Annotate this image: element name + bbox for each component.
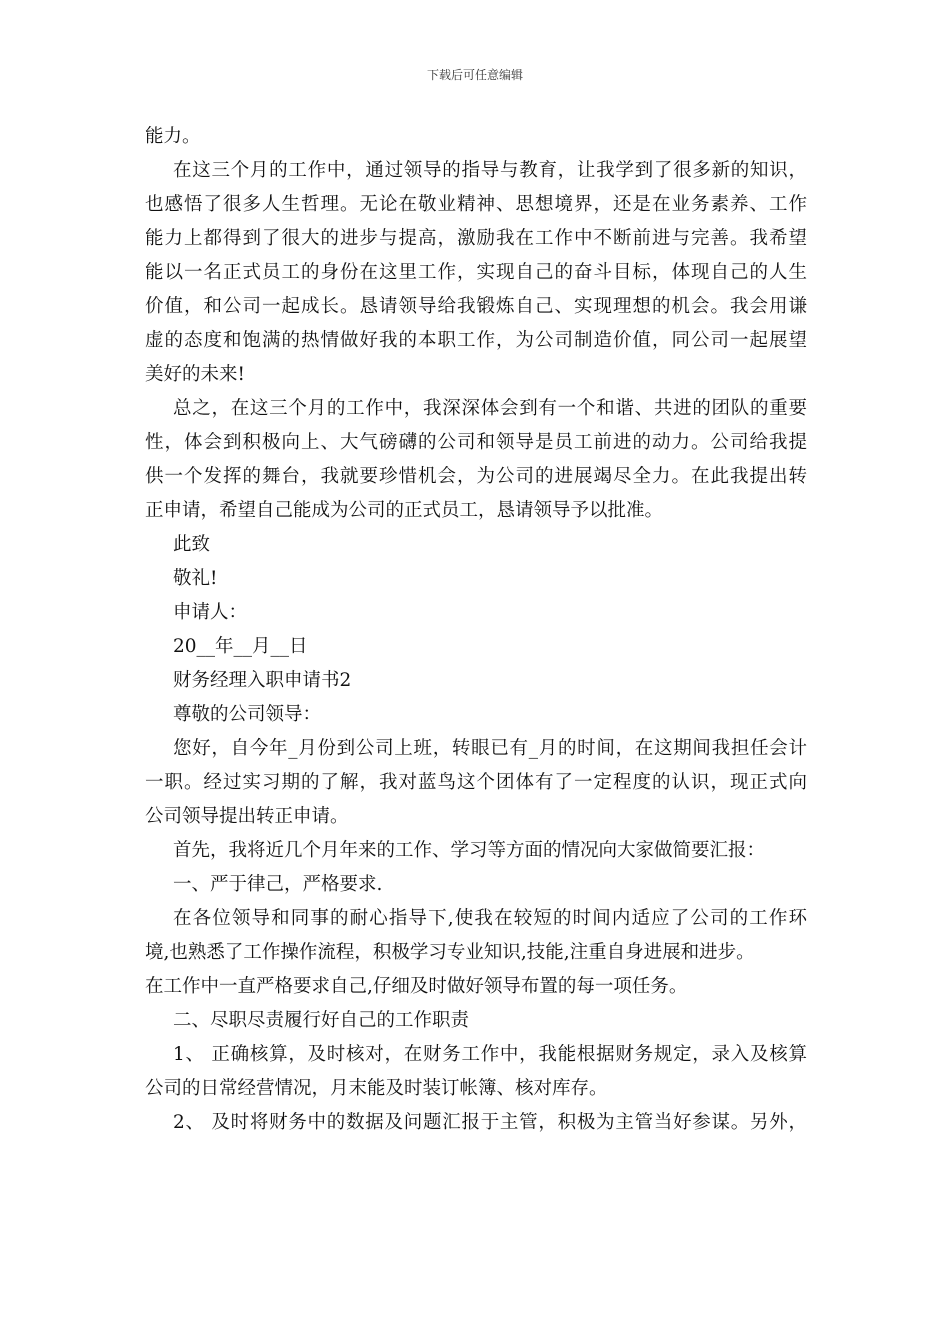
text-line: 申请人： [173,602,248,623]
text-line: 在工作中一直严格要求自己,仔细及时做好领导布置的每一项任务。 [145,976,688,997]
text-line: 一职。经过实习期的了解，我对蓝鸟这个团体有了一定程度的认识，现正式向 [145,772,807,793]
text-line: 公司领导提出转正申请。 [145,806,349,827]
text-line: 一、严于律己，严格要求. [173,874,383,895]
text-line: 能以一名正式员工的身份在这里工作，实现自己的奋斗目标，体现自己的人生 [145,262,807,283]
text-line: 2、 及时将财务中的数据及问题汇报于主管，积极为主管当好参谋。另外， [173,1112,807,1133]
text-line: 也感悟了很多人生哲理。无论在敬业精神、思想境界，还是在业务素养、工作 [145,194,807,215]
header-note: 下载后可任意编辑 [426,68,523,82]
text-line: 能力。 [145,126,201,147]
text-line: 首先，我将近几个月年来的工作、学习等方面的情况向大家做简要汇报： [173,840,766,861]
text-line: 供一个发挥的舞台，我就要珍惜机会，为公司的进展竭尽全力。在此我提出转 [145,466,807,487]
text-line: 能力上都得到了很大的进步与提高，激励我在工作中不断前进与完善。我希望 [145,228,807,249]
text-line: 境,也熟悉了工作操作流程，积极学习专业知识,技能,注重自身进展和进步。 [145,942,755,963]
text-line: 1、 正确核算，及时核对，在财务工作中，我能根据财务规定，录入及核算 [173,1044,807,1065]
text-line: 美好的未来! [145,364,245,385]
text-line: 虚的态度和饱满的热情做好我的本职工作，为公司制造价值，同公司一起展望 [145,330,807,351]
text-line: 尊敬的公司领导： [173,704,322,725]
text-line: 公司的日常经营情况，月末能及时装订帐簿、核对库存。 [145,1078,608,1099]
document-body [145,120,807,1140]
text-line: 此致 [173,534,211,555]
text-line: 价值，和公司一起成长。恳请领导给我锻炼自己、实现理想的机会。我会用谦 [145,296,807,317]
text-line: 性，体会到积极向上、大气磅礴的公司和领导是员工前进的动力。公司给我提 [145,432,807,453]
text-line: 敬礼! [173,568,218,589]
text-line: 在各位领导和同事的耐心指导下,使我在较短的时间内适应了公司的工作环 [173,908,807,929]
text-line: 20__年__月__日 [173,636,308,657]
text-line: 正申请，希望自己能成为公司的正式员工，恳请领导予以批准。 [145,500,664,521]
text-line: 财务经理入职申请书2 [173,670,352,691]
text-line: 在这三个月的工作中，通过领导的指导与教育，让我学到了很多新的知识， [173,160,807,181]
text-line: 您好，自今年_月份到公司上班，转眼已有_月的时间，在这期间我担任会计 [173,738,807,759]
text-line: 总之，在这三个月的工作中，我深深体会到有一个和谐、共进的团队的重要 [173,398,807,419]
text-line: 二、尽职尽责履行好自己的工作职责 [173,1010,470,1031]
